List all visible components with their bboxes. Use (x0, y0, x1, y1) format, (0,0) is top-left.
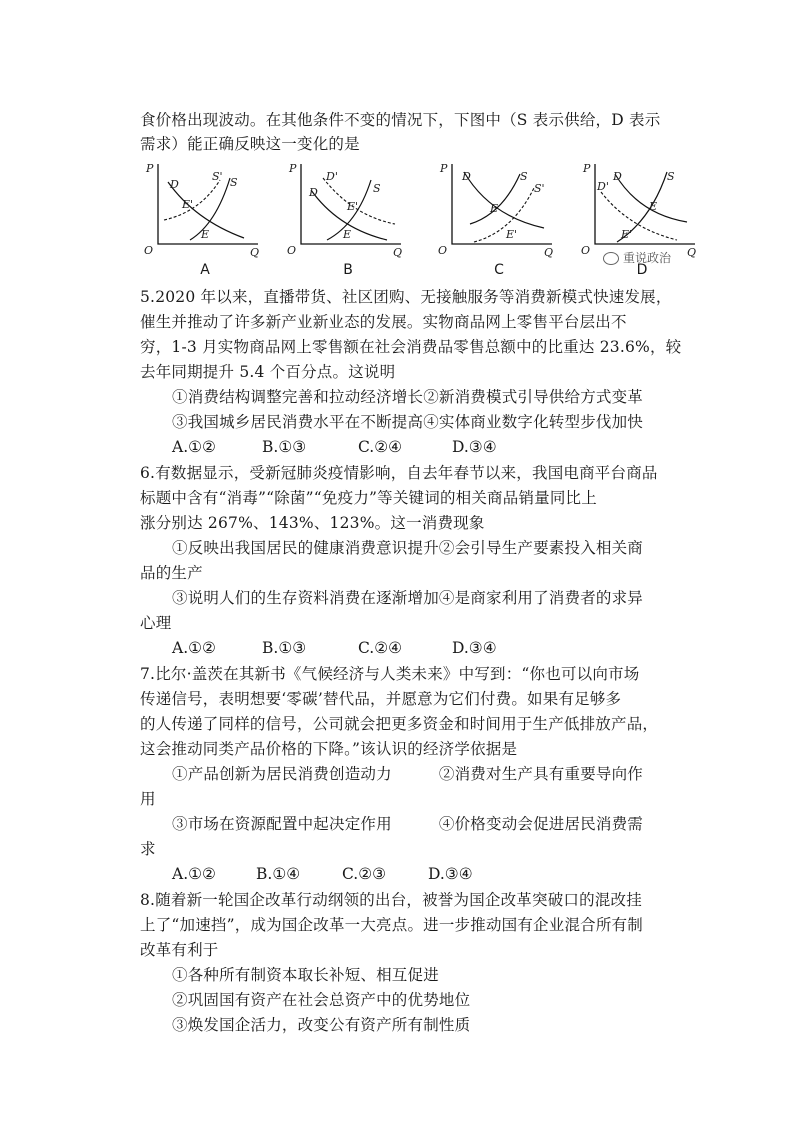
figure-c-e2-label: E' (506, 228, 518, 241)
figure-d-s-label: S (667, 170, 675, 183)
q6-item-2-cont: 心理 (140, 614, 172, 632)
watermark (603, 249, 671, 266)
figure-b-e-label: E (343, 228, 352, 241)
q6-option-d[interactable]: D.③④ (452, 639, 497, 657)
q6-line-2: 标题中含有“消毒”“除菌”“免疫力”等关键词的相关商品销量同比上 (140, 489, 597, 507)
q8-item-1: ①各种所有制资本取长补短、相互促进 (172, 966, 439, 984)
q7-item-2-cont: 求 (140, 840, 156, 858)
q7-option-a[interactable]: A.①② (172, 865, 216, 883)
q5-line-4: 去年同期提升 5.4 个百分点。这说明 (140, 363, 396, 381)
figure-d-d2-label: D' (597, 180, 609, 193)
figure-b-shifted-demand-curve (323, 178, 395, 224)
figure-d-p-label: P (583, 162, 591, 175)
intro-line-2: 需求）能正确反映这一变化的是 (140, 135, 360, 153)
q6-line-3: 涨分别达 267%、143%、123%。这一消费现象 (140, 514, 485, 532)
figure-a-s2-label: S' (212, 170, 223, 183)
q8-line-1: 8.随着新一轮国企改革行动纲领的出台，被誉为国企改革突破口的混改挂 (140, 891, 642, 909)
q7-item-1-cont: 用 (140, 790, 156, 808)
q7-option-c[interactable]: C.②③ (342, 865, 387, 883)
figure-a-d-label: D (170, 178, 179, 191)
figure-d-demand-curve (615, 174, 687, 222)
figure-b-graph (283, 158, 413, 262)
q6-options (172, 636, 497, 660)
q8-line-3: 改革有利于 (140, 941, 219, 959)
q5-option-b[interactable]: B.①③ (262, 438, 307, 456)
q8-line-2: 上了“加速挡”，成为国企改革一大亮点。进一步推动国有企业混合所有制 (140, 916, 643, 934)
q6-option-b[interactable]: B.①③ (262, 639, 307, 657)
figure-a-e-label: E (201, 228, 210, 241)
q7-options (172, 862, 473, 886)
figure-a-e2-label: E' (182, 198, 194, 211)
q5-option-a[interactable]: A.①② (172, 438, 216, 456)
q7-line-2: 传递信号，表明想要‘零碳’替代品，并愿意为它们付费。如果有足够多 (140, 690, 622, 708)
q5-option-c[interactable]: C.②④ (358, 438, 403, 456)
intro-line-1: 食价格出现波动。在其他条件不变的情况下，下图中（S 表示供给，D 表示 (140, 111, 661, 129)
figure-c-o-label: O (438, 244, 448, 257)
q5-option-d[interactable]: D.③④ (452, 438, 497, 456)
figure-a-o-label: O (144, 244, 154, 257)
q7-line-4: 这会推动同类产品价格的下降。”该认识的经济学依据是 (140, 740, 518, 758)
figure-a-supply-curve (190, 178, 230, 240)
figure-d-e-label: E (649, 200, 658, 213)
q7-line-3: 的人传递了同样的信号，公司就会把更多资金和时间用于生产低排放产品， (140, 715, 659, 733)
figure-b-d2-label: D' (326, 170, 338, 183)
figure-d-o-label: O (581, 244, 591, 257)
figure-a-q-label: Q (250, 246, 260, 259)
q7-option-d[interactable]: D.③④ (428, 865, 473, 883)
figure-c-s-label: S (520, 170, 528, 183)
figure-b-q-label: Q (393, 246, 403, 259)
figure-d-graph (577, 158, 707, 262)
figure-b-d-label: D (309, 186, 318, 199)
figure-a-s-label: S (230, 176, 238, 189)
figure-a-graph (140, 158, 270, 262)
q8-item-2: ②巩固国有资产在社会总资产中的优势地位 (172, 991, 471, 1009)
figure-b[interactable] (283, 158, 413, 280)
q6-item-1: ①反映出我国居民的健康消费意识提升②会引导生产要素投入相关商 (172, 539, 644, 557)
q6-line-1: 6.有数据显示，受新冠肺炎疫情影响，自去年春节以来，我国电商平台商品 (140, 464, 658, 482)
figure-c-q-label: Q (544, 246, 554, 259)
q6-option-c[interactable]: C.②④ (358, 639, 403, 657)
q8-item-3: ③焕发国企活力，改变公有资产所有制性质 (172, 1016, 471, 1034)
figure-a-caption: A (200, 262, 210, 278)
figure-b-p-label: P (289, 162, 297, 175)
figure-c-caption: C (494, 262, 504, 278)
q5-options (172, 435, 497, 459)
figure-c[interactable] (434, 158, 564, 280)
q7-item-2: ③市场在资源配置中起决定作用 ④价格变动会促进居民消费需 (172, 815, 644, 833)
q7-option-b[interactable]: B.①④ (256, 865, 301, 883)
wechat-icon (603, 252, 619, 265)
figure-c-s2-label: S' (534, 182, 545, 195)
q7-line-1: 7.比尔·盖茨在其新书《气候经济与人类未来》中写到：“你也可以向市场 (140, 665, 640, 683)
figure-d-axes (595, 164, 695, 244)
figure-d-d-label: D (613, 170, 622, 183)
q6-item-1-cont: 品的生产 (140, 564, 203, 582)
figure-c-d-label: D (462, 170, 471, 183)
watermark-text: 重说政治 (623, 251, 672, 265)
figure-c-p-label: P (440, 162, 448, 175)
q5-line-1: 5.2020 年以来，直播带货、社区团购、无接触服务等消费新模式快速发展， (140, 288, 672, 306)
figure-a[interactable] (140, 158, 270, 280)
figure-b-caption: B (343, 262, 353, 278)
q6-option-a[interactable]: A.①② (172, 639, 216, 657)
q7-item-1: ①产品创新为居民消费创造动力 ②消费对生产具有重要导向作 (172, 765, 644, 783)
q5-item-2: ③我国城乡居民消费水平在不断提高④实体商业数字化转型步伐加快 (172, 413, 644, 431)
figure-b-e2-label: E' (347, 200, 359, 213)
figure-d-q-label: Q (687, 246, 697, 259)
q6-item-2: ③说明人们的生存资料消费在逐渐增加④是商家利用了消费者的求异 (172, 589, 644, 607)
figure-c-graph (434, 158, 564, 262)
figure-d-e2-label: E' (621, 228, 633, 241)
q5-line-3: 穷，1-3 月实物商品网上零售额在社会消费品零售总额中的比重达 23.6%，较 (140, 338, 682, 356)
figure-a-p-label: P (146, 162, 154, 175)
figure-b-s-label: S (373, 182, 381, 195)
q5-item-1: ①消费结构调整完善和拉动经济增长②新消费模式引导供给方式变革 (172, 388, 644, 406)
figure-c-e-label: E (490, 202, 499, 215)
figure-b-o-label: O (287, 244, 297, 257)
q5-line-2: 催生并推动了许多新产业新业态的发展。实物商品网上零售平台层出不 (140, 313, 627, 331)
figure-d-caption: D (636, 262, 648, 278)
